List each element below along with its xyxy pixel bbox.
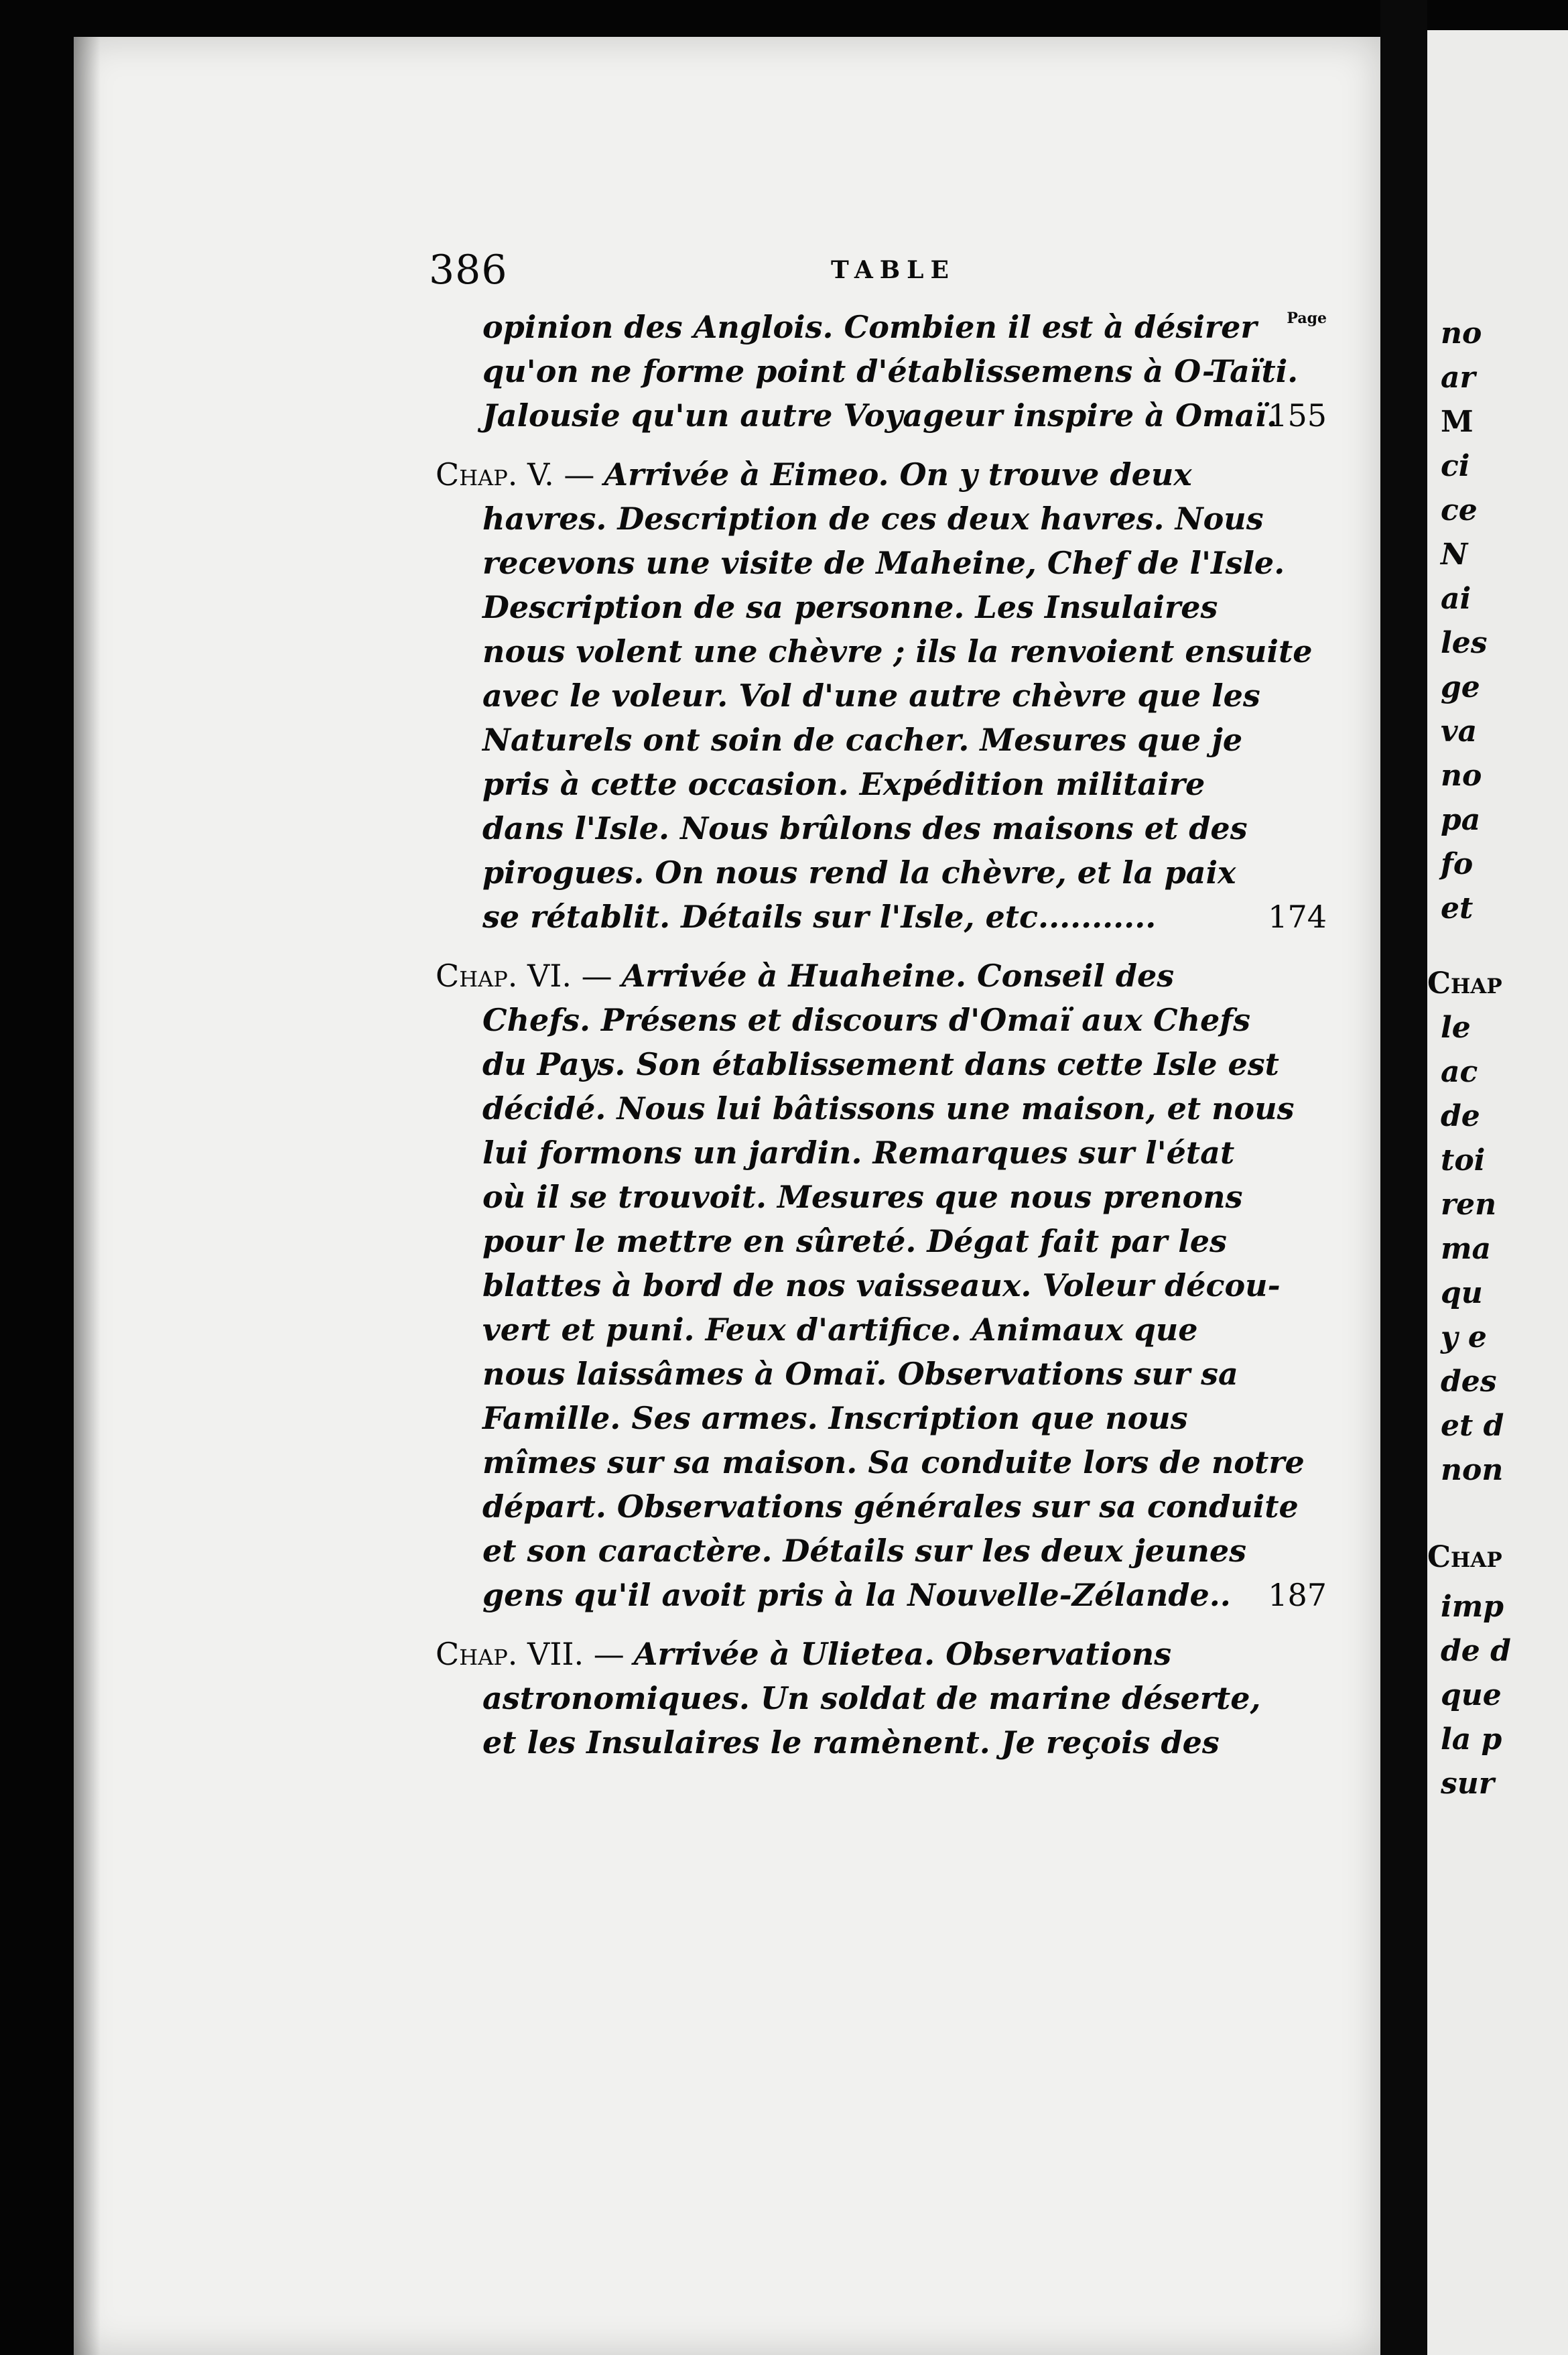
facing-fragment: ce — [1441, 493, 1478, 527]
facing-fragment: va — [1441, 714, 1478, 749]
page-header — [429, 247, 1333, 307]
toc-line: opinion des Anglois. Combien il est à désirer — [482, 309, 1257, 345]
toc-entry-chapter-v — [436, 452, 1327, 939]
facing-fragment: et d — [1441, 1409, 1504, 1443]
toc-line: pris à cette occasion. Expédition militaire — [482, 766, 1205, 802]
toc-line: Arrivée à Ulietea. Observations — [633, 1636, 1172, 1672]
toc-line: Chefs. Présens et discours d'Omaï aux Chefs — [482, 1002, 1250, 1038]
facing-fragment: de — [1441, 1099, 1480, 1133]
toc-line: mîmes sur sa maison. Sa conduite lors de notre — [482, 1444, 1305, 1480]
toc-line: Arrivée à Eimeo. On y trouve deux — [604, 456, 1192, 493]
facing-fragment: non — [1441, 1453, 1504, 1487]
toc-line: recevons une visite de Maheine, Chef de l'Isle. — [482, 545, 1285, 581]
toc-line: astronomiques. Un soldat de marine déserte, — [482, 1680, 1261, 1716]
chapter-label: Chap. V. — — [436, 456, 595, 493]
toc-line: du Pays. Son établissement dans cette Isle est — [482, 1046, 1279, 1082]
facing-chapter-label: Chap — [1427, 1540, 1502, 1574]
facing-fragment: no — [1441, 316, 1482, 351]
toc-line: pirogues. On nous rend la chèvre, et la paix — [482, 854, 1236, 891]
toc-line: vert et puni. Feux d'artifice. Animaux que — [482, 1312, 1198, 1348]
facing-fragment: ci — [1441, 449, 1470, 483]
page-reference: 155 — [1268, 397, 1327, 434]
facing-fragment: le — [1441, 1011, 1471, 1045]
toc-line: lui formons un jardin. Remarques sur l'état — [482, 1135, 1235, 1171]
facing-fragment: ac — [1441, 1055, 1478, 1089]
facing-fragment: ren — [1441, 1188, 1497, 1222]
facing-fragment: ma — [1441, 1232, 1492, 1266]
toc-line: départ. Observations générales sur sa conduite — [482, 1488, 1299, 1525]
toc-entry-chapter-vi — [436, 954, 1327, 1617]
toc-line: et les Insulaires le ramènent. Je reçois des — [482, 1724, 1220, 1761]
facing-fragment: sur — [1441, 1767, 1494, 1801]
toc-line: dans l'Isle. Nous brûlons des maisons et des — [482, 810, 1248, 846]
facing-page — [1427, 30, 1568, 2355]
toc-line: Naturels ont soin de cacher. Mesures que je — [482, 722, 1243, 758]
toc-entry-chapter-vii — [436, 1632, 1327, 1765]
facing-fragment: no — [1441, 759, 1482, 793]
toc-line: gens qu'il avoit pris à la Nouvelle-Zélande.. — [482, 1577, 1231, 1613]
toc-line: se rétablit. Détails sur l'Isle, etc........... — [482, 899, 1157, 935]
facing-fragment: les — [1441, 626, 1488, 660]
toc-line: havres. Description de ces deux havres. Nous — [482, 501, 1264, 537]
chapter-label: Chap. VI. — — [436, 958, 612, 994]
facing-fragment: fo — [1441, 847, 1474, 881]
chapter-label: Chap. VII. — — [436, 1636, 625, 1672]
facing-fragment: pa — [1441, 803, 1481, 837]
facing-fragment: et — [1441, 891, 1474, 926]
facing-fragment: que — [1441, 1678, 1502, 1712]
page-reference: 174 — [1268, 899, 1327, 935]
page-word: Page — [1287, 310, 1327, 327]
toc-line: qu'on ne forme point d'établissemens à O-Taïti. — [482, 353, 1299, 389]
facing-fragment: ai — [1441, 582, 1472, 616]
page-gutter — [1380, 0, 1427, 2355]
toc-line: où il se trouvoit. Mesures que nous prenons — [482, 1179, 1243, 1215]
table-of-contents — [436, 305, 1327, 1779]
facing-fragment: imp — [1441, 1590, 1504, 1624]
facing-chapter-label: Chap — [1427, 966, 1502, 1001]
toc-line: Famille. Ses armes. Inscription que nous — [482, 1400, 1188, 1436]
toc-line: nous laissâmes à Omaï. Observations sur sa — [482, 1356, 1238, 1392]
facing-fragment: toi — [1441, 1143, 1486, 1178]
toc-line: Arrivée à Huaheine. Conseil des — [621, 958, 1175, 994]
toc-line: Description de sa personne. Les Insulaires — [482, 589, 1218, 625]
toc-line: nous volent une chèvre ; ils la renvoient ensuite — [482, 633, 1313, 670]
facing-fragment: qu — [1441, 1276, 1483, 1310]
facing-fragment: y e — [1441, 1320, 1487, 1354]
facing-fragment: N — [1441, 537, 1468, 572]
toc-line: décidé. Nous lui bâtissons une maison, et nous — [482, 1090, 1295, 1127]
facing-fragment: la p — [1441, 1722, 1502, 1757]
facing-fragment: de d — [1441, 1634, 1511, 1668]
toc-line: Jalousie qu'un autre Voyageur inspire à Omaï. — [482, 397, 1278, 434]
facing-fragment: M — [1441, 405, 1474, 439]
toc-line: avec le voleur. Vol d'une autre chèvre que les — [482, 678, 1260, 714]
toc-entry-continuation — [436, 305, 1327, 438]
toc-line: et son caractère. Détails sur les deux jeunes — [482, 1533, 1247, 1569]
page-number: 386 — [429, 247, 508, 294]
toc-line: pour le mettre en sûreté. Dégat fait par les — [482, 1223, 1227, 1259]
running-head: TABLE — [831, 256, 956, 284]
facing-fragment: ge — [1441, 670, 1480, 704]
toc-line: blattes à bord de nos vaisseaux. Voleur décou- — [482, 1267, 1281, 1303]
page-reference: 187 — [1268, 1577, 1327, 1613]
facing-fragment: ar — [1441, 361, 1476, 395]
facing-fragment: des — [1441, 1364, 1497, 1399]
